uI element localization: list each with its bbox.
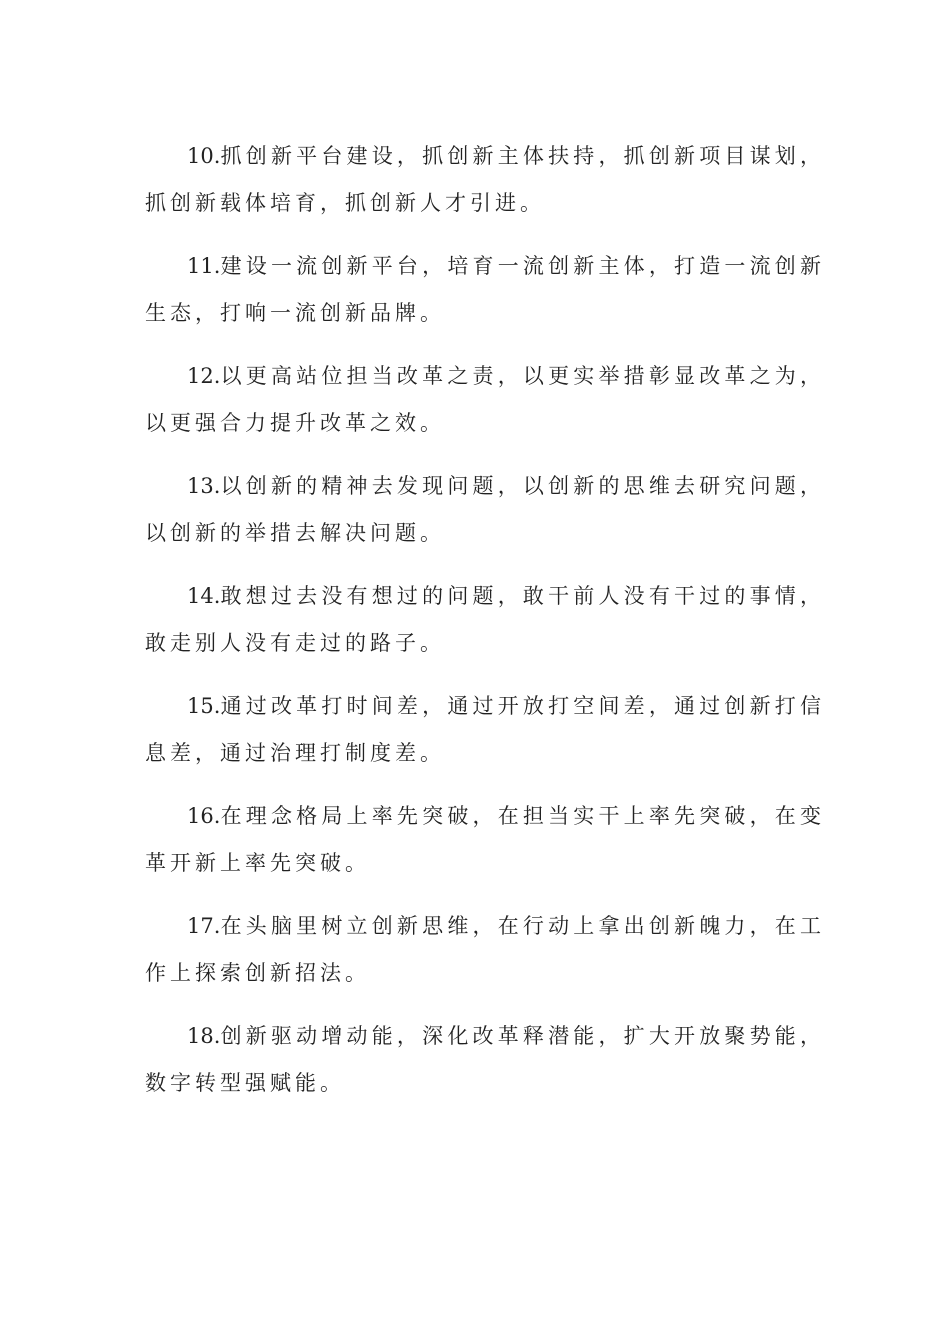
document-body (145, 133, 825, 1123)
item-text: 抓创新平台建设，抓创新主体扶持，抓创新项目谋划，抓创新载体培育，抓创新人才引进。 (145, 144, 825, 215)
item-number: 10. (187, 144, 221, 168)
item-number: 18. (187, 1024, 221, 1048)
item-number: 16. (187, 804, 221, 828)
list-item (145, 463, 825, 557)
item-text: 以更高站位担当改革之责，以更实举措彰显改革之为，以更强合力提升改革之效。 (145, 364, 825, 435)
list-item (145, 683, 825, 777)
item-text: 创新驱动增动能，深化改革释潜能，扩大开放聚势能，数字转型强赋能。 (145, 1024, 825, 1095)
item-number: 15. (187, 694, 221, 718)
list-item (145, 243, 825, 337)
list-item (145, 903, 825, 997)
item-text: 建设一流创新平台，培育一流创新主体，打造一流创新生态，打响一流创新品牌。 (145, 254, 825, 325)
item-text: 在头脑里树立创新思维，在行动上拿出创新魄力，在工作上探索创新招法。 (145, 914, 825, 985)
item-text: 以创新的精神去发现问题，以创新的思维去研究问题，以创新的举措去解决问题。 (145, 474, 825, 545)
item-text: 通过改革打时间差，通过开放打空间差，通过创新打信息差，通过治理打制度差。 (145, 694, 825, 765)
list-item (145, 573, 825, 667)
item-number: 12. (187, 364, 221, 388)
list-item (145, 133, 825, 227)
item-number: 14. (187, 584, 221, 608)
list-item (145, 353, 825, 447)
item-number: 11. (187, 254, 221, 278)
item-number: 17. (187, 914, 221, 938)
list-item (145, 1013, 825, 1107)
list-item (145, 793, 825, 887)
item-text: 敢想过去没有想过的问题，敢干前人没有干过的事情，敢走别人没有走过的路子。 (145, 584, 825, 655)
item-number: 13. (187, 474, 221, 498)
item-text: 在理念格局上率先突破，在担当实干上率先突破，在变革开新上率先突破。 (145, 804, 825, 875)
